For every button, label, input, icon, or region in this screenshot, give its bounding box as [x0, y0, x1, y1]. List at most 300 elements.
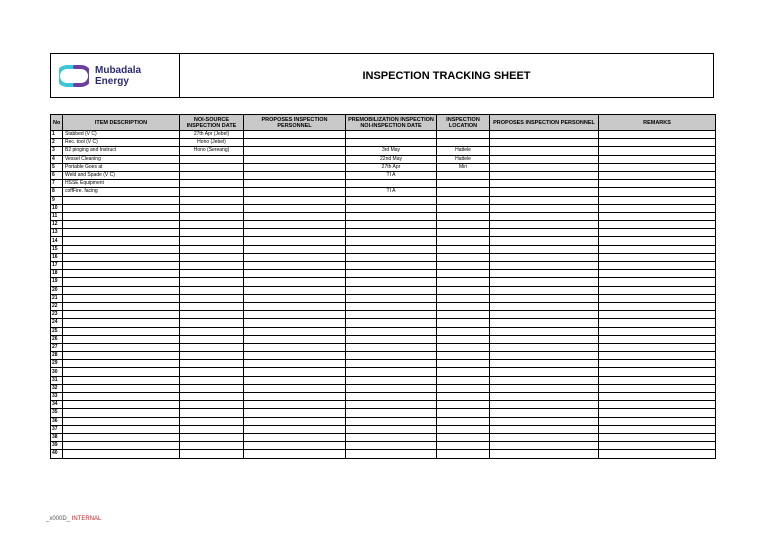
table-cell-src-date: 27th Apr (Jebel) — [180, 131, 244, 139]
table-cell-location: Miri — [437, 163, 490, 171]
table-cell-item — [63, 433, 180, 441]
table-cell-remarks — [599, 262, 716, 270]
table-cell-src-date — [180, 425, 244, 433]
table-cell-remarks — [599, 229, 716, 237]
table-cell-personnel — [244, 155, 346, 163]
table-cell-item — [63, 376, 180, 384]
table-cell-personnel2 — [490, 188, 599, 196]
table-cell-item — [63, 221, 180, 229]
table-row — [51, 139, 716, 147]
table-row — [51, 253, 716, 261]
table-cell-remarks — [599, 368, 716, 376]
table-cell-premob-date — [346, 352, 437, 360]
table-cell-location — [437, 237, 490, 245]
document-header — [50, 53, 714, 98]
table-cell-src-date — [180, 450, 244, 458]
table-cell-personnel2 — [490, 450, 599, 458]
table-cell-personnel2 — [490, 270, 599, 278]
table-cell-premob-date — [346, 409, 437, 417]
table-cell-src-date — [180, 417, 244, 425]
row-number: 29 — [51, 360, 63, 368]
row-number: 20 — [51, 286, 63, 294]
table-cell-personnel — [244, 433, 346, 441]
row-number: 23 — [51, 311, 63, 319]
table-cell-premob-date — [346, 253, 437, 261]
table-cell-personnel2 — [490, 286, 599, 294]
table-row — [51, 212, 716, 220]
table-cell-personnel — [244, 204, 346, 212]
table-cell-item: B2 pinging and Instruct — [63, 147, 180, 155]
table-row — [51, 417, 716, 425]
table-cell-location — [437, 450, 490, 458]
table-cell-personnel — [244, 270, 346, 278]
table-cell-src-date — [180, 376, 244, 384]
table-cell-personnel — [244, 368, 346, 376]
table-cell-src-date — [180, 163, 244, 171]
table-cell-remarks — [599, 212, 716, 220]
table-cell-src-date — [180, 335, 244, 343]
table-cell-location — [437, 401, 490, 409]
mubadala-logo-icon — [59, 64, 89, 88]
logo-cell — [51, 54, 180, 97]
table-row — [51, 409, 716, 417]
row-number: 15 — [51, 245, 63, 253]
table-cell-src-date — [180, 188, 244, 196]
column-header: REMARKS — [599, 115, 716, 131]
table-cell-personnel — [244, 425, 346, 433]
table-cell-personnel2 — [490, 163, 599, 171]
table-cell-premob-date — [346, 180, 437, 188]
table-cell-src-date — [180, 327, 244, 335]
table-cell-remarks — [599, 376, 716, 384]
table-cell-personnel2 — [490, 376, 599, 384]
table-cell-location — [437, 409, 490, 417]
table-cell-item — [63, 343, 180, 351]
table-row — [51, 171, 716, 179]
table-cell-src-date — [180, 278, 244, 286]
table-row — [51, 393, 716, 401]
table-cell-remarks — [599, 163, 716, 171]
table-cell-premob-date — [346, 425, 437, 433]
table-cell-location — [437, 319, 490, 327]
table-cell-remarks — [599, 237, 716, 245]
table-cell-location — [437, 139, 490, 147]
table-cell-remarks — [599, 409, 716, 417]
table-cell-item — [63, 401, 180, 409]
row-number: 39 — [51, 442, 63, 450]
table-cell-premob-date — [346, 450, 437, 458]
table-cell-remarks — [599, 171, 716, 179]
table-cell-premob-date: 22nd May — [346, 155, 437, 163]
table-cell-remarks — [599, 343, 716, 351]
table-cell-item — [63, 417, 180, 425]
table-cell-personnel2 — [490, 147, 599, 155]
row-number: 33 — [51, 393, 63, 401]
table-cell-personnel — [244, 343, 346, 351]
table-cell-remarks — [599, 384, 716, 392]
table-cell-premob-date — [346, 368, 437, 376]
row-number: 2 — [51, 139, 63, 147]
row-number: 18 — [51, 270, 63, 278]
table-cell-src-date — [180, 433, 244, 441]
row-number: 8 — [51, 188, 63, 196]
table-cell-item — [63, 286, 180, 294]
table-cell-premob-date — [346, 286, 437, 294]
table-row — [51, 360, 716, 368]
table-cell-item — [63, 278, 180, 286]
table-row — [51, 163, 716, 171]
table-cell-location — [437, 253, 490, 261]
table-cell-personnel — [244, 442, 346, 450]
row-number: 34 — [51, 401, 63, 409]
row-number: 21 — [51, 294, 63, 302]
table-cell-src-date — [180, 171, 244, 179]
table-cell-item — [63, 302, 180, 310]
table-row — [51, 442, 716, 450]
table-cell-premob-date — [346, 417, 437, 425]
table-row — [51, 180, 716, 188]
table-cell-personnel — [244, 212, 346, 220]
table-cell-location — [437, 212, 490, 220]
table-cell-src-date — [180, 245, 244, 253]
table-cell-item — [63, 262, 180, 270]
table-cell-personnel — [244, 188, 346, 196]
table-cell-remarks — [599, 401, 716, 409]
table-cell-premob-date — [346, 376, 437, 384]
table-cell-personnel2 — [490, 302, 599, 310]
table-cell-item — [63, 204, 180, 212]
table-cell-personnel2 — [490, 409, 599, 417]
table-cell-remarks — [599, 245, 716, 253]
row-number: 35 — [51, 409, 63, 417]
table-cell-src-date — [180, 311, 244, 319]
table-cell-remarks — [599, 180, 716, 188]
table-cell-personnel — [244, 286, 346, 294]
sheet-title: INSPECTION TRACKING SHEET — [362, 69, 531, 82]
table-cell-personnel — [244, 360, 346, 368]
table-cell-location — [437, 221, 490, 229]
table-cell-personnel — [244, 245, 346, 253]
table-row — [51, 343, 716, 351]
table-cell-personnel2 — [490, 245, 599, 253]
table-cell-item — [63, 229, 180, 237]
row-number: 19 — [51, 278, 63, 286]
table-cell-personnel — [244, 237, 346, 245]
table-cell-src-date — [180, 229, 244, 237]
table-cell-premob-date: TI A — [346, 188, 437, 196]
table-cell-premob-date — [346, 212, 437, 220]
table-cell-personnel — [244, 196, 346, 204]
table-cell-personnel2 — [490, 294, 599, 302]
footer-code: _x000D_ — [46, 516, 71, 522]
row-number: 11 — [51, 212, 63, 220]
table-cell-personnel — [244, 163, 346, 171]
table-cell-remarks — [599, 327, 716, 335]
logo-line1: Mubadala — [95, 64, 142, 76]
table-cell-item: Weld and Spade (V C) — [63, 171, 180, 179]
table-cell-item — [63, 450, 180, 458]
table-cell-personnel2 — [490, 335, 599, 343]
row-number: 10 — [51, 204, 63, 212]
column-header: PROPOSES INSPECTION PERSONNEL — [490, 115, 599, 131]
table-cell-personnel — [244, 352, 346, 360]
footer — [46, 516, 101, 522]
table-cell-personnel — [244, 376, 346, 384]
table-row — [51, 278, 716, 286]
table-cell-premob-date — [346, 245, 437, 253]
table-row — [51, 245, 716, 253]
table-cell-item — [63, 384, 180, 392]
table-cell-personnel2 — [490, 212, 599, 220]
table-body — [51, 131, 716, 459]
table-cell-personnel — [244, 327, 346, 335]
table-cell-personnel2 — [490, 237, 599, 245]
table-cell-item — [63, 352, 180, 360]
table-cell-item — [63, 237, 180, 245]
table-cell-location — [437, 393, 490, 401]
table-cell-remarks — [599, 253, 716, 261]
table-cell-premob-date: 3rd May — [346, 147, 437, 155]
table-cell-src-date — [180, 442, 244, 450]
table-cell-personnel2 — [490, 171, 599, 179]
table-cell-personnel2 — [490, 352, 599, 360]
row-number: 4 — [51, 155, 63, 163]
table-cell-location — [437, 262, 490, 270]
table-row — [51, 335, 716, 343]
table-cell-personnel — [244, 278, 346, 286]
table-cell-personnel — [244, 180, 346, 188]
table-cell-personnel2 — [490, 319, 599, 327]
table-row — [51, 368, 716, 376]
table-cell-remarks — [599, 139, 716, 147]
row-number: 37 — [51, 425, 63, 433]
table-cell-remarks — [599, 417, 716, 425]
row-number: 13 — [51, 229, 63, 237]
table-row — [51, 196, 716, 204]
row-number: 17 — [51, 262, 63, 270]
table-cell-src-date — [180, 393, 244, 401]
row-number: 22 — [51, 302, 63, 310]
table-cell-item — [63, 212, 180, 220]
table-row — [51, 425, 716, 433]
table-cell-location — [437, 245, 490, 253]
table-row — [51, 294, 716, 302]
table-cell-item — [63, 196, 180, 204]
table-cell-location — [437, 131, 490, 139]
table-cell-location — [437, 188, 490, 196]
table-cell-personnel2 — [490, 417, 599, 425]
table-cell-remarks — [599, 433, 716, 441]
table-cell-location — [437, 360, 490, 368]
table-cell-location — [437, 171, 490, 179]
table-cell-location — [437, 270, 490, 278]
table-cell-src-date — [180, 319, 244, 327]
logo-line2: Energy — [95, 75, 129, 87]
table-cell-src-date — [180, 155, 244, 163]
table-cell-src-date — [180, 294, 244, 302]
table-cell-premob-date — [346, 393, 437, 401]
table-cell-location — [437, 180, 490, 188]
table-cell-remarks — [599, 204, 716, 212]
table-cell-remarks — [599, 270, 716, 278]
table-cell-premob-date — [346, 221, 437, 229]
table-cell-location — [437, 352, 490, 360]
table-cell-item — [63, 311, 180, 319]
table-cell-personnel2 — [490, 327, 599, 335]
table-cell-location — [437, 335, 490, 343]
table-cell-premob-date — [346, 433, 437, 441]
table-cell-personnel — [244, 450, 346, 458]
table-cell-premob-date — [346, 311, 437, 319]
table-cell-premob-date — [346, 229, 437, 237]
table-row — [51, 433, 716, 441]
table-row — [51, 352, 716, 360]
table-cell-personnel2 — [490, 433, 599, 441]
table-cell-personnel — [244, 253, 346, 261]
table-cell-item: coffFire. facing — [63, 188, 180, 196]
table-cell-remarks — [599, 352, 716, 360]
table-cell-location — [437, 204, 490, 212]
table-cell-premob-date — [346, 131, 437, 139]
table-cell-item: Stabbed (V C) — [63, 131, 180, 139]
row-number: 25 — [51, 327, 63, 335]
table-cell-premob-date — [346, 360, 437, 368]
table-cell-location — [437, 343, 490, 351]
table-cell-remarks — [599, 147, 716, 155]
table-row — [51, 327, 716, 335]
row-number: 38 — [51, 433, 63, 441]
table-row — [51, 376, 716, 384]
column-header: PROPOSES INSPECTION PERSONNEL — [244, 115, 346, 131]
table-cell-premob-date — [346, 319, 437, 327]
table-cell-personnel2 — [490, 343, 599, 351]
table-cell-src-date — [180, 237, 244, 245]
table-cell-location — [437, 384, 490, 392]
table-cell-personnel2 — [490, 368, 599, 376]
table-cell-premob-date: 27th Apr — [346, 163, 437, 171]
table-row — [51, 147, 716, 155]
table-row — [51, 401, 716, 409]
table-cell-personnel — [244, 221, 346, 229]
table-cell-remarks — [599, 294, 716, 302]
table-row — [51, 221, 716, 229]
table-cell-item — [63, 294, 180, 302]
table-cell-item — [63, 327, 180, 335]
table-row — [51, 237, 716, 245]
table-cell-personnel2 — [490, 204, 599, 212]
table-cell-personnel — [244, 335, 346, 343]
table-row — [51, 270, 716, 278]
table-cell-item: Portable Goes at — [63, 163, 180, 171]
table-cell-location: Hattele — [437, 155, 490, 163]
table-cell-src-date — [180, 212, 244, 220]
table-cell-premob-date — [346, 335, 437, 343]
table-cell-remarks — [599, 188, 716, 196]
row-number: 12 — [51, 221, 63, 229]
table-cell-location — [437, 327, 490, 335]
table-cell-personnel — [244, 294, 346, 302]
table-cell-remarks — [599, 131, 716, 139]
table-cell-premob-date — [346, 294, 437, 302]
table-cell-premob-date — [346, 302, 437, 310]
table-cell-premob-date — [346, 262, 437, 270]
table-cell-src-date — [180, 221, 244, 229]
table-cell-remarks — [599, 286, 716, 294]
inspection-table — [50, 114, 716, 459]
table-cell-personnel — [244, 229, 346, 237]
table-cell-src-date — [180, 253, 244, 261]
table-row — [51, 229, 716, 237]
table-cell-src-date — [180, 302, 244, 310]
table-cell-location — [437, 311, 490, 319]
row-number: 31 — [51, 376, 63, 384]
table-row — [51, 204, 716, 212]
row-number: 9 — [51, 196, 63, 204]
table-cell-premob-date — [346, 442, 437, 450]
table-cell-location: Hattele — [437, 147, 490, 155]
table-cell-premob-date — [346, 237, 437, 245]
table-cell-personnel2 — [490, 278, 599, 286]
table-cell-personnel — [244, 139, 346, 147]
table-cell-src-date — [180, 352, 244, 360]
table-cell-src-date — [180, 270, 244, 278]
table-cell-premob-date — [346, 270, 437, 278]
table-cell-location — [437, 229, 490, 237]
column-header: No — [51, 115, 63, 131]
table-row — [51, 262, 716, 270]
table-row — [51, 319, 716, 327]
table-cell-premob-date: TI A — [346, 171, 437, 179]
table-row — [51, 155, 716, 163]
table-cell-remarks — [599, 319, 716, 327]
table-cell-personnel — [244, 171, 346, 179]
row-number: 40 — [51, 450, 63, 458]
table-cell-remarks — [599, 425, 716, 433]
table-cell-remarks — [599, 155, 716, 163]
table-cell-personnel2 — [490, 221, 599, 229]
table-cell-item — [63, 393, 180, 401]
table-cell-premob-date — [346, 327, 437, 335]
row-number: 26 — [51, 335, 63, 343]
table-header-row — [51, 115, 716, 131]
table-cell-location — [437, 417, 490, 425]
table-cell-item — [63, 442, 180, 450]
table-cell-src-date — [180, 204, 244, 212]
table-cell-personnel — [244, 262, 346, 270]
table-cell-src-date — [180, 196, 244, 204]
row-number: 16 — [51, 253, 63, 261]
table-cell-personnel — [244, 302, 346, 310]
table-cell-personnel — [244, 393, 346, 401]
row-number: 24 — [51, 319, 63, 327]
table-cell-remarks — [599, 302, 716, 310]
table-cell-personnel — [244, 319, 346, 327]
table-cell-personnel2 — [490, 139, 599, 147]
table-cell-location — [437, 294, 490, 302]
table-cell-remarks — [599, 360, 716, 368]
table-cell-personnel2 — [490, 311, 599, 319]
table-cell-src-date — [180, 409, 244, 417]
table-cell-personnel2 — [490, 393, 599, 401]
row-number: 6 — [51, 171, 63, 179]
table-cell-personnel — [244, 311, 346, 319]
table-cell-personnel2 — [490, 253, 599, 261]
table-cell-personnel — [244, 417, 346, 425]
table-cell-item — [63, 270, 180, 278]
column-header: NOI-SOURCE INSPECTION DATE — [180, 115, 244, 131]
table-cell-personnel — [244, 409, 346, 417]
classification-label: INTERNAL — [71, 516, 102, 522]
